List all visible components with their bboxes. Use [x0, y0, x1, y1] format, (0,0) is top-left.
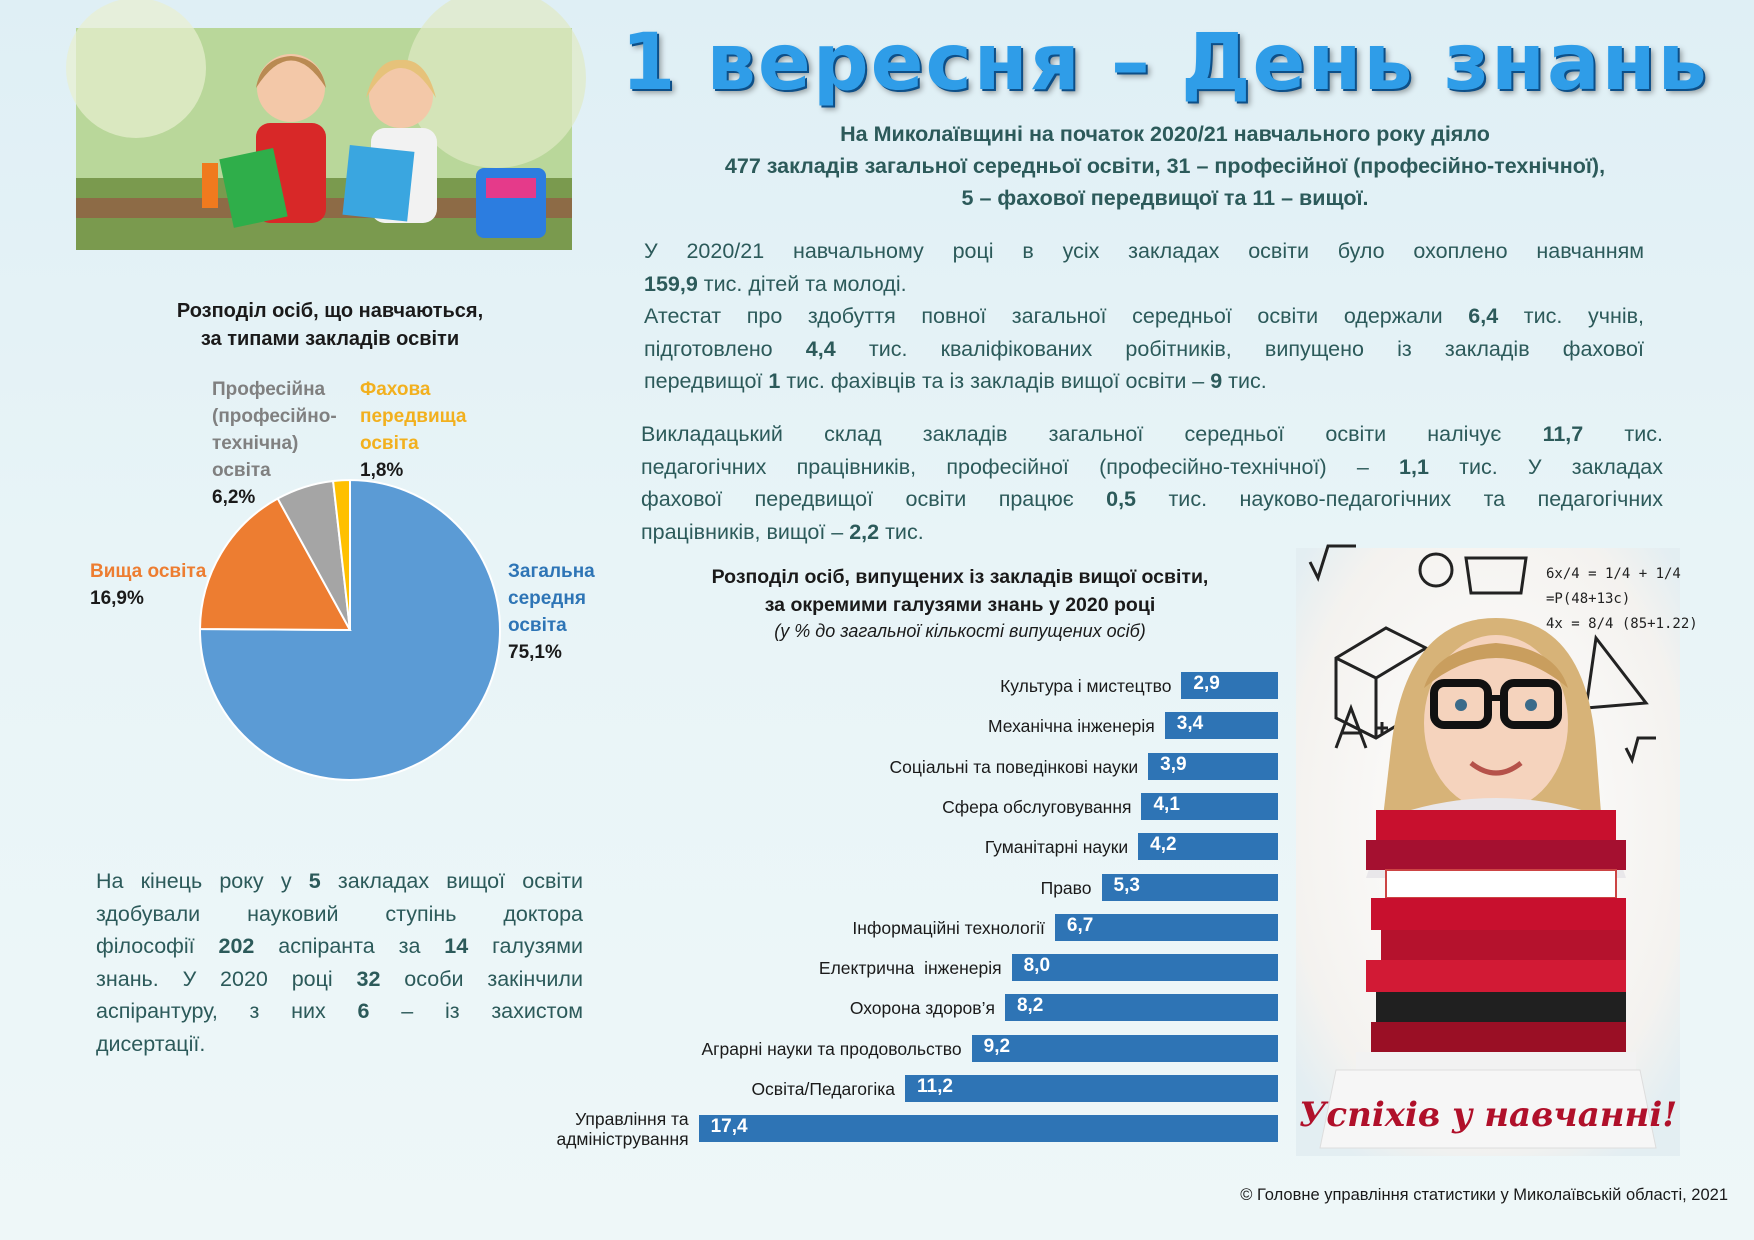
bar-value-label: 3,9 [1160, 753, 1187, 775]
bar-value-label: 9,2 [983, 1035, 1011, 1057]
para-line: У 2020/21 навчальному році в усіх закладах освіти було охоплено навчанням [644, 239, 1644, 263]
para-line: знань. У 2020 році 32 особи закінчили [96, 966, 583, 991]
para-line: передвищої 1 тис. фахівців та із закладів вищої освіти – 9 тис. [644, 369, 1267, 393]
bar-value-label: 2,9 [1193, 673, 1220, 694]
bar-title-line: за окремими галузями знань у 2020 році [764, 594, 1156, 616]
bar-category-label: Сфера обслуговування [942, 796, 1132, 817]
bar-value-label: 8,0 [1023, 955, 1051, 977]
enrollment-paragraph [644, 235, 1644, 398]
pie-value-general: 75,1% [508, 642, 562, 663]
photo-caption: Успіхів у навчанні! [1298, 1095, 1678, 1135]
bar-chart-title [660, 563, 1260, 619]
pie-label-pre: Фахова передвища освіта 1,8% [360, 376, 466, 484]
bar-value-label: 17,4 [710, 1116, 748, 1138]
children-reading-photo [76, 28, 572, 250]
para-line: здобували науковий ступінь доктора [96, 901, 583, 926]
staff-paragraph [641, 418, 1663, 548]
pie-label-higher: Вища освіта 16,9% [90, 558, 206, 612]
bar-value-label: 8,2 [1016, 995, 1044, 1017]
intro-line: 5 – фахової передвищої та 11 – вищої. [961, 186, 1369, 210]
para-line: філософії 202 аспіранта за 14 галузями [96, 934, 583, 958]
bar-value-label: 4,1 [1153, 793, 1180, 815]
pie-chart-title: Розподіл осіб, що навчаються, за типами закладів освіти [176, 300, 484, 350]
bar [699, 1115, 1278, 1142]
para-line: На кінець року у 5 закладах вищої освіти [96, 869, 584, 893]
para-line: дисертації. [96, 1031, 206, 1056]
pie-value-higher: 16,9% [90, 588, 144, 609]
bar-category-label: Інформаційні технології [852, 917, 1045, 938]
bar-value-label: 4,2 [1150, 834, 1177, 856]
bar-category-label: Право [1040, 877, 1092, 898]
bar-value-label: 11,2 [917, 1076, 953, 1097]
bar-category-label: Електрична інженерія [818, 958, 1002, 979]
intro-text [600, 118, 1730, 214]
bar-value-label: 6,7 [1066, 914, 1094, 936]
svg-text:6x/4 = 1/4 + 1/4: 6x/4 = 1/4 + 1/4 [1546, 566, 1681, 582]
bar [1005, 994, 1278, 1021]
bar-category-label: Гуманітарні науки [984, 837, 1129, 858]
bar-chart-subtitle: (у % до загальної кількості випущених осіб) [774, 621, 1146, 641]
bar [905, 1075, 1278, 1102]
bar-chart [440, 672, 1280, 1172]
bar-category-label: Освіта/Педагогіка [751, 1079, 896, 1099]
para-line: Атестат про здобуття повної загальної середньої освіти одержали 6,4 тис. учнів, [644, 304, 1644, 328]
copyright-text: © Головне управління статистики у Миколаївській області, 2021 [1240, 1186, 1728, 1204]
bar-value-label: 3,4 [1176, 713, 1204, 735]
para-line: працівників, вищої – 2,2 тис. [641, 519, 924, 544]
bar-category-label: Соціальні та поведінкові науки [889, 756, 1139, 777]
para-line: педагогічних працівників, професійної (професійно-технічної) – 1,1 тис. У закладах [641, 454, 1663, 479]
para-line: фахової передвищої освіти працює 0,5 тис. науково-педагогічних та педагогічних [641, 487, 1663, 511]
bar-category-label: Управління та адміністрування [556, 1109, 689, 1150]
pie-label-prof: Професійна (професійно- технічна) освіта 6,2% [212, 376, 337, 511]
intro-line: 477 закладів загальної середньої освіти, 31 – професійної (професійно-технічної), [724, 154, 1606, 178]
bar-category-label: Культура і мистецтво [1000, 676, 1172, 696]
page-title: 1 вересня – День знань [621, 18, 1709, 108]
bar-category-label: Охорона здоров’я [849, 998, 995, 1019]
bar-category-label: Аграрні науки та продовольство [701, 1038, 962, 1059]
svg-text:=P(48+13c): =P(48+13c) [1546, 591, 1631, 607]
bar-value-label: 5,3 [1113, 874, 1140, 896]
para-line: Викладацький склад закладів загальної середньої освіти налічує 11,7 тис. [641, 422, 1663, 446]
bar-title-line: Розподіл осіб, випущених із закладів вищої освіти, [711, 566, 1209, 588]
pie-value-prof: 6,2% [212, 487, 256, 508]
bar [1012, 954, 1278, 981]
student-with-books-illustration [1296, 548, 1698, 1156]
intro-line: На Миколаївщині на початок 2020/21 навчального року діяло [840, 122, 1490, 146]
svg-text:4x = 8/4 (85+1.22): 4x = 8/4 (85+1.22) [1546, 616, 1698, 632]
pie-value-pre: 1,8% [360, 460, 404, 481]
bar-category-label: Механічна інженерія [987, 716, 1155, 737]
para-line: 159,9 тис. дітей та молоді. [644, 271, 907, 296]
para-line: підготовлено 4,4 тис. кваліфікованих робітників, випущено із закладів фахової [644, 336, 1644, 361]
pie-label-general: Загальна середня освіта 75,1% [508, 558, 595, 666]
bar [972, 1035, 1278, 1062]
para-line: аспірантуру, з них 6 – із захистом [96, 999, 583, 1023]
